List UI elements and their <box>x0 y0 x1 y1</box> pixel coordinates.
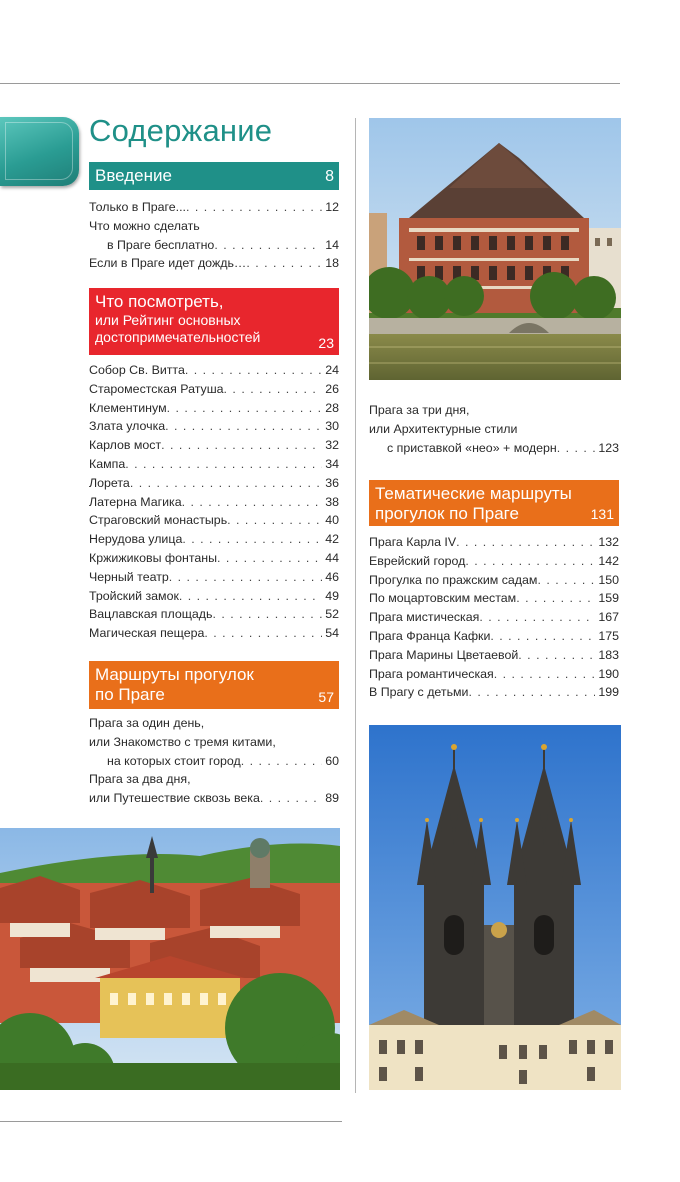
section-page: 23 <box>318 335 334 351</box>
toc-entry[interactable] <box>89 217 339 236</box>
toc-entry[interactable] <box>89 236 339 255</box>
dot-leader <box>161 436 322 455</box>
toc-entry-page: 89 <box>325 791 339 806</box>
toc-entry-page: 24 <box>325 363 339 377</box>
toc-entry-label: Злата улочка <box>89 419 166 434</box>
toc-entry-page: 26 <box>325 381 339 396</box>
toc-entry[interactable] <box>89 511 339 530</box>
toc-entry-label: Прага романтическая <box>369 666 494 681</box>
toc-entry-page: 42 <box>325 532 339 547</box>
dot-leader <box>494 665 596 684</box>
toc-entry-label: или Путешествие сквозь века <box>89 791 260 806</box>
section-title: Введение <box>95 166 172 185</box>
dot-leader <box>185 361 322 380</box>
section-title: Что посмотреть, <box>95 292 224 311</box>
toc-list-routes <box>89 714 339 808</box>
dot-leader <box>246 254 322 273</box>
toc-entry[interactable] <box>89 380 339 399</box>
toc-entry[interactable] <box>89 198 339 217</box>
section-page: 131 <box>590 506 614 522</box>
toc-list-routes-cont <box>369 401 619 457</box>
toc-entry-label: Вацлавская площадь <box>89 607 213 622</box>
chapter-tab-icon <box>0 117 79 186</box>
dot-leader <box>179 587 322 606</box>
dot-leader <box>456 533 595 552</box>
section-header-intro[interactable] <box>89 162 339 190</box>
toc-entry-page: 18 <box>325 256 339 271</box>
toc-entry-label: Прага Марины Цветаевой <box>369 647 519 662</box>
toc-entry-page: 49 <box>325 588 339 603</box>
dot-leader <box>204 624 322 643</box>
toc-entry-label: Староместская Ратуша <box>89 381 224 396</box>
toc-entry[interactable] <box>89 436 339 455</box>
toc-entry-page: 28 <box>325 400 339 415</box>
toc-entry-label: По моцартовским местам <box>369 591 517 606</box>
toc-entry-page: 167 <box>598 610 619 625</box>
section-header-thematic[interactable] <box>369 480 619 526</box>
dot-leader <box>516 589 595 608</box>
toc-entry-page: 199 <box>598 685 619 700</box>
toc-entry-label: или Архитектурные стили <box>369 421 518 436</box>
toc-entry-label: Собор Св. Витта <box>89 363 185 377</box>
toc-entry-page: 36 <box>325 475 339 490</box>
dot-leader <box>165 417 322 436</box>
toc-entry-label: или Знакомство с тремя китами, <box>89 734 276 749</box>
toc-entry-label: Нерудова улица <box>89 532 183 547</box>
toc-list-sights <box>89 361 339 643</box>
section-page: 8 <box>325 168 334 185</box>
toc-entry[interactable] <box>369 627 619 646</box>
toc-entry[interactable] <box>369 646 619 665</box>
toc-entry[interactable] <box>89 455 339 474</box>
toc-entry[interactable] <box>89 493 339 512</box>
photo-red-roofs <box>0 828 340 1090</box>
section-title: по Праге <box>95 685 165 704</box>
toc-entry[interactable] <box>89 399 339 418</box>
dot-leader <box>479 608 595 627</box>
toc-entry-label: Лорета <box>89 475 130 490</box>
toc-entry[interactable] <box>89 474 339 493</box>
toc-entry[interactable] <box>369 533 619 552</box>
toc-entry-label: Магическая пещера <box>89 626 205 641</box>
toc-entry[interactable] <box>89 417 339 436</box>
toc-entry-page: 40 <box>325 513 339 528</box>
dot-leader <box>214 236 322 255</box>
toc-entry[interactable] <box>369 665 619 684</box>
dot-leader <box>260 789 322 808</box>
toc-entry-page: 159 <box>598 591 619 606</box>
section-title: прогулок по Праге <box>375 504 519 523</box>
toc-entry-label: Только в Праге... <box>89 200 186 214</box>
toc-entry-label: Латерна Магика <box>89 494 182 509</box>
toc-entry-page: 175 <box>598 628 619 643</box>
column-divider <box>355 118 356 1093</box>
toc-entry[interactable] <box>89 770 339 789</box>
dot-leader <box>213 605 323 624</box>
toc-entry-page: 34 <box>325 456 339 471</box>
toc-entry-label: Прага за два дня, <box>89 772 191 787</box>
photo-gothic-church <box>369 725 621 1090</box>
toc-entry[interactable] <box>369 552 619 571</box>
section-header-routes[interactable] <box>89 661 339 709</box>
dot-leader <box>169 568 322 587</box>
dot-leader <box>182 530 322 549</box>
section-title: Маршруты прогулок <box>95 665 254 684</box>
toc-entry[interactable] <box>89 587 339 606</box>
dot-leader <box>518 646 595 665</box>
toc-entry[interactable] <box>369 589 619 608</box>
toc-entry-page: 52 <box>325 607 339 622</box>
toc-entry[interactable] <box>89 568 339 587</box>
toc-entry[interactable] <box>369 571 619 590</box>
section-page: 57 <box>318 689 334 705</box>
toc-entry[interactable] <box>89 530 339 549</box>
toc-entry-label: Прага Карла IV <box>369 535 457 549</box>
toc-entry-page: 38 <box>325 494 339 509</box>
dot-leader <box>468 683 595 702</box>
dot-leader <box>241 752 322 771</box>
section-subtitle: достопримечательностей <box>95 329 261 345</box>
toc-entry-page: 190 <box>598 666 619 681</box>
bottom-rule <box>0 1121 342 1122</box>
dot-leader <box>217 549 322 568</box>
dot-leader <box>167 399 323 418</box>
toc-entry-page: 30 <box>325 419 339 434</box>
dot-leader <box>465 552 595 571</box>
dot-leader <box>490 627 595 646</box>
dot-leader <box>224 380 323 399</box>
toc-entry[interactable] <box>89 624 339 643</box>
toc-entry-label: В Прагу с детьми <box>369 685 469 700</box>
dot-leader <box>227 511 322 530</box>
toc-entry-label: Если в Праге идет дождь… <box>89 256 247 271</box>
toc-entry-label: в Праге бесплатно <box>107 237 215 252</box>
toc-entry-label: Черный театр <box>89 569 169 584</box>
toc-entry-label: Страговский монастырь <box>89 513 228 528</box>
toc-entry-label: Что можно сделать <box>89 218 200 233</box>
toc-entry-label: Кржижиковы фонтаны <box>89 550 218 565</box>
dot-leader <box>125 455 322 474</box>
toc-entry[interactable] <box>89 714 339 733</box>
toc-entry[interactable] <box>369 439 619 458</box>
toc-entry[interactable] <box>369 420 619 439</box>
toc-entry-page: 46 <box>325 569 339 584</box>
toc-entry-label: Прага за один день, <box>89 716 205 730</box>
toc-entry[interactable] <box>89 549 339 568</box>
toc-entry[interactable] <box>369 608 619 627</box>
dot-leader <box>537 571 595 590</box>
toc-entry-page: 14 <box>325 237 339 252</box>
toc-entry[interactable] <box>89 752 339 771</box>
dot-leader <box>182 493 323 512</box>
toc-entry-page: 132 <box>598 535 619 549</box>
toc-entry[interactable] <box>89 733 339 752</box>
toc-entry-label: Кампа <box>89 456 126 471</box>
toc-entry-label: Тройский замок <box>89 588 179 603</box>
toc-entry-label: Клементинум <box>89 400 167 415</box>
toc-list-thematic <box>369 533 619 702</box>
toc-entry-page: 32 <box>325 438 339 453</box>
section-subtitle: или Рейтинг основных <box>95 312 241 328</box>
toc-entry-page: 123 <box>598 440 619 455</box>
toc-entry-page: 12 <box>325 200 339 214</box>
toc-entry-page: 183 <box>598 647 619 662</box>
toc-entry-page: 142 <box>598 553 619 568</box>
toc-entry-label: Прага за три дня, <box>369 403 470 417</box>
page-title: Содержание <box>89 113 273 148</box>
toc-entry[interactable] <box>369 683 619 702</box>
toc-entry-label: Еврейский город <box>369 553 466 568</box>
section-header-sights[interactable] <box>89 288 339 355</box>
toc-entry-label: с приставкой «нео» + модерн <box>387 440 557 455</box>
toc-entry-label: Прогулка по пражским садам <box>369 572 538 587</box>
toc-entry-label: на которых стоит город <box>107 753 241 768</box>
toc-entry[interactable] <box>89 254 339 273</box>
toc-entry[interactable] <box>89 361 339 380</box>
toc-entry-page: 54 <box>325 626 339 641</box>
toc-entry[interactable] <box>369 401 619 420</box>
toc-entry-page: 60 <box>325 753 339 768</box>
toc-entry-label: Прага Франца Кафки <box>369 628 491 643</box>
toc-entry-page: 150 <box>598 572 619 587</box>
dot-leader <box>557 439 596 458</box>
photo-riverside-building <box>369 118 621 380</box>
toc-entry-label: Карлов мост <box>89 438 162 453</box>
dot-leader <box>186 198 322 217</box>
toc-entry-label: Прага мистическая <box>369 610 480 625</box>
toc-entry[interactable] <box>89 789 339 808</box>
toc-entry[interactable] <box>89 605 339 624</box>
dot-leader <box>130 474 322 493</box>
toc-list-intro <box>89 198 339 273</box>
top-rule <box>0 83 620 84</box>
section-title: Тематические маршруты <box>375 484 572 503</box>
toc-entry-page: 44 <box>325 550 339 565</box>
